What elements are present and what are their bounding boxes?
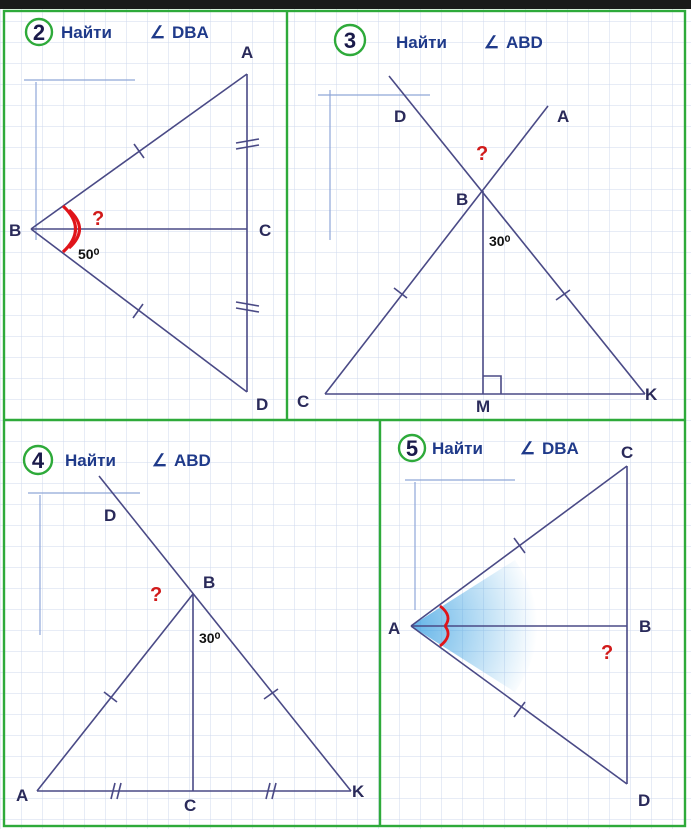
task-4-question-mark: ? xyxy=(150,584,163,606)
task-3-find-label: Найти xyxy=(396,33,447,52)
task-4-find-label: Найти xyxy=(65,451,116,470)
task-2-point-a: A xyxy=(241,43,254,62)
task-2-point-b: B xyxy=(9,221,22,240)
task-2-find-angle: DBA xyxy=(172,23,209,42)
task-2-find-label: Найти xyxy=(61,23,112,42)
task-4-point-c: C xyxy=(184,796,197,815)
task-3-number: 3 xyxy=(343,28,357,53)
task-4-find-angle: ABD xyxy=(174,451,211,470)
task-5-question-mark: ? xyxy=(601,642,614,664)
task-3-point-d: D xyxy=(394,107,407,126)
task-5-point-a: A xyxy=(388,619,401,638)
task-5-number: 5 xyxy=(405,436,419,461)
task-5-angle-symbol: ∠ xyxy=(520,439,536,458)
task-5-point-c: C xyxy=(621,443,634,462)
task-5-find-angle: DBA xyxy=(542,439,579,458)
task-4-point-d: D xyxy=(104,506,117,525)
task-2-angle-symbol: ∠ xyxy=(150,23,166,42)
task-4-angle-symbol: ∠ xyxy=(152,451,168,470)
task-3-point-k: K xyxy=(645,385,658,404)
task-2-point-d: D xyxy=(256,395,269,414)
task-4-given-angle: 30⁰ xyxy=(199,630,221,646)
task-3-question-mark: ? xyxy=(476,143,489,165)
task-5-point-b: B xyxy=(639,617,652,636)
task-4-point-b: B xyxy=(203,573,216,592)
task-3-find-angle: ABD xyxy=(506,33,543,52)
task-2-point-c: C xyxy=(259,221,272,240)
task-3-point-b: B xyxy=(456,190,469,209)
task-5-find-label: Найти xyxy=(432,439,483,458)
bottom-strip xyxy=(0,829,691,840)
task-3-point-m: M xyxy=(476,397,491,416)
task-3-angle-symbol: ∠ xyxy=(484,33,500,52)
task-3-given-angle: 30⁰ xyxy=(489,233,511,249)
task-3-point-a: A xyxy=(557,107,570,126)
task-4-number: 4 xyxy=(31,448,45,473)
task-5-point-d: D xyxy=(638,791,651,810)
task-2-question-mark: ? xyxy=(92,208,105,230)
task-2-number: 2 xyxy=(32,20,46,45)
task-4-point-a: A xyxy=(16,786,29,805)
task-2-given-angle: 50⁰ xyxy=(78,246,100,262)
task-3-point-c: C xyxy=(297,392,310,411)
task-4-point-k: K xyxy=(352,782,365,801)
